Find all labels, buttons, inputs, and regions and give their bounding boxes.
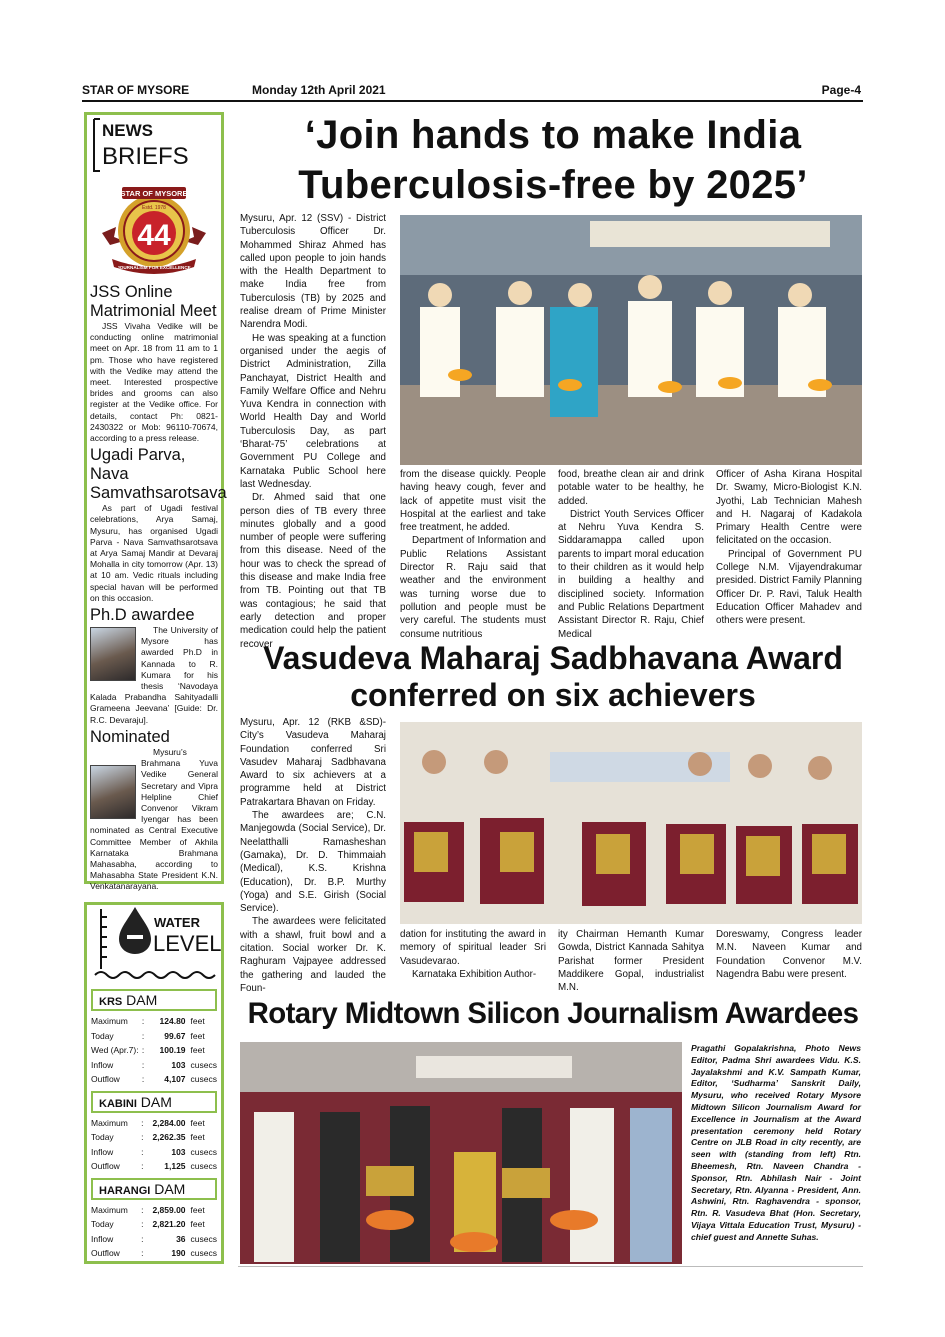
tb-story-column-2: from the disease quickly. People having heavy cough, fever and lack of appetite must visit the Hospital at the earliest and take free treatment, he added. Department of Information and Public Relations Assistant Director R. Raju said that weather and the environment was turning worse due to pollution and people must be very careful. The students must consume nutritious (400, 469, 546, 640)
rotary-photo-caption: Pragathi Gopalakrishna, Photo News Editor, Padma Shri awardees Vidu. K.S. Jayalakshmi and K.V. Sampath Kumar, Editor, ‘Sudharma’ Sanskrit Daily, Mysuru, who received Rotary Mysore Midtown Silicon Journalism Award for Excellence in Journalism at the Award presentation ceremony held Rotary Centre on JLB Road in city recently, are seen with (standing from left) Rtn. Bheemesh, Rtn. Naveen Chandra - Sponsor, Rtn. Abhilash Nair - Joint Secretary, Rtn. Alyanna - President, Ann. Ashwini, Rtn. Raghavendra - sponsor, Rtn. R. Vasudeva Bhat (Hon. Secretary, Vijaya Vittala Education Trust, Mysuru) - chief guest and Annette Suhas. (691, 1043, 861, 1242)
dam-heading: KABINI DAM (91, 1091, 217, 1113)
award-story-column-3: ity Chairman Hemanth Kumar Gowda, District Kannada Sahitya Parishat former President Maddikere Gopal, industrialist M.N. (558, 929, 704, 994)
award-story-column-2: dation for instituting the award in memory of spiritual leader Sri Vasudevarao. Karnataka Exhibition Author- (400, 929, 546, 980)
table-row: Inflow : 36 cusecs (91, 1233, 217, 1244)
table-row: Outflow : 4,107 cusecs (91, 1074, 217, 1085)
table-row: Outflow : 190 cusecs (91, 1248, 217, 1259)
r-kumara-photo (90, 627, 136, 681)
tb-headline: ‘Join hands to make India Tuberculosis-free by 2025’ (298, 113, 808, 207)
star-of-mysore-44-logo (94, 183, 214, 279)
table-row: Today : 99.67 feet (91, 1030, 205, 1041)
table-row: Outflow : 1,125 cusecs (91, 1161, 217, 1172)
logo-number: 44 (137, 219, 171, 252)
brief-headline: Ph.D awardee (90, 606, 195, 625)
dam-heading: HARANGI DAM (91, 1178, 217, 1200)
brief-ugadi (90, 446, 227, 604)
rotary-awardees-photo (240, 1042, 682, 1264)
table-row: Today : 2,821.20 feet (91, 1219, 205, 1230)
water-word: WATER (154, 915, 200, 930)
brief-body: As part of Ugadi festival celebrations, Arya Samaj, Mysuru, has organised Ugadi Parva - Nava Samvathsarotsava at Arya Samaj Mandir at Devaraj Mohalla in city tomorrow (Apr. 13) at 10 am. Vedic rituals including special havan will be performed on this occasion. (90, 503, 218, 603)
table-row: Maximum : 124.80 feet (91, 1016, 205, 1027)
brief-body: The University of Mysore has awarded Ph.D in Kannada to R. Kumara for his thesis ‘Navodaya Kalada Prabandha Sahityadalli Grameena Jeevana’ [Guide: Dr. R.C. Devaraju]. (90, 625, 218, 725)
brief-matrimonial (90, 283, 218, 444)
harangi-dam (91, 1178, 217, 1261)
brief-nominated (90, 728, 218, 893)
brief-headline: Ugadi Parva, Nava Samvathsarotsava (90, 446, 227, 503)
brief-body: Mysuru’s Brahmana Yuva Vedike General Secretary and Vipra Helpline Chief Convenor Vikram Iyengar has been nominated as Central Executive Committee Member of Akhila Karnataka Brahmana Mahasabha, according to Mahasabha State President K.N. Venkatanarayana. (90, 746, 218, 892)
table-row: Inflow : 103 cusecs (91, 1059, 217, 1070)
brief-phd (90, 606, 218, 726)
tb-story-column-3: food, breathe clean air and drink potable water to be healthy, he added. District Youth Services Officer at Nehru Yuva Kendra S. Siddaramappa called upon parents to impart moral education to their children as it would help in building a healthy and disciplined society. Information and Public Relations Department Assistant Director R. Raju, Chief Medical (558, 469, 704, 640)
paper-name: STAR OF MYSORE (82, 83, 190, 97)
award-event-photo (400, 722, 862, 924)
brief-headline: Nominated (90, 727, 170, 746)
tb-story-column-1: Mysuru, Apr. 12 (SSV) - District Tuberculosis Officer Dr. Mohammed Shiraz Ahmed has called upon people to join hands with the Health Department to make India free from Tuberculosis (TB) by 2025 and realise dream of Prime Minister Narendra Modi. He was speaking at a function organised under the aegis of District Administration, Zilla Panchayat, District Health and Family Welfare Office and Nehru Yuva Kendra in connection with World Health Day and World Tuberculosis Day, as part ‘Bharat-75’ celebrations at Government PU College and Karnataka Public School here last Wednesday. Dr. Ahmed said that one person dies of TB every three minutes globally and a good number of people were suffering from this disease. Need of the hour was to check the spread of this disease and make India free from TB. Pointing out that TB was contagious; he said that early detection and proper medication could help the patient recover (240, 213, 386, 650)
dam-levels-table (91, 1203, 217, 1261)
vikram-iyengar-photo (90, 765, 136, 819)
award-story-column-1: Mysuru, Apr. 12 (RKB &SD)- City’s Vasudeva Maharaj Foundation conferred Sri Vasudev Maharaj Sadbhavana Award to six achievers at a programme held at District Patrakartara Bhavan on Friday. The awardees are; C.N. Manjegowda (Social Service), Dr. Neelatthalli Ramasheshan (Gamaka), Dr. D. Thimmaiah (Medical), K.S. Krishna (Education), Dr. B.P. Murthy (Yoga) and S.E. Girish (Social Service). The awardees were felicitated with a shawl, fruit bowl and a citation. Social worker Dr. K. Raghuram Vajpayee addressed the gathering and lauded the Foun- (240, 717, 386, 994)
brief-headline: JSS Online Matrimonial Meet (90, 283, 217, 320)
table-row: Maximum : 2,859.00 feet (91, 1204, 205, 1215)
page-number: Page-4 (821, 83, 861, 97)
briefs-label: BRIEFS (102, 143, 189, 170)
kabini-dam (91, 1091, 217, 1174)
logo-ribbon-text: JOURNALISM FOR EXCELLENCE (117, 265, 191, 270)
table-row: Maximum : 2,284.00 feet (91, 1117, 205, 1128)
krs-dam (91, 989, 217, 1087)
table-row: Today : 2,262.35 feet (91, 1132, 205, 1143)
brief-body: JSS Vivaha Vedike will be conducting online matrimonial meet on Apr. 18 from 11 am to 1 pm. Those who have registered with the Vedike may attend the meet. Interested prospective brides and grooms can also register at the Vedike office. For details, contact Ph: 0821-2430322 or Mob: 96110-70674, according to a press release. (90, 321, 218, 444)
logo-top-text: STAR OF MYSORE (120, 189, 188, 198)
news-briefs-sidebar (84, 112, 227, 892)
news-briefs-header (90, 115, 218, 175)
award-story-column-4: Doreswamy, Congress leader M.N. Naveen Kumar and Foundation Convenor M.V. Nagendra Babu were present. (716, 929, 862, 980)
rotary-headline: Rotary Midtown Silicon Journalism Awardees (247, 997, 859, 1030)
dam-heading: KRS DAM (91, 989, 217, 1011)
sadbhavana-headline: Vasudeva Maharaj Sadbhavana Award conferred on six achievers (263, 640, 843, 713)
level-word: LEVEL (153, 931, 222, 956)
news-label: NEWS (102, 121, 153, 140)
table-row: Wed (Apr.7): : 100.19 feet (91, 1045, 205, 1056)
water-level-header (91, 905, 222, 985)
tb-story-column-4: Officer of Asha Kirana Hospital Dr. Swamy, Micro-Biologist K.N. Jyothi, Lab Technician Mahesh and H. Nagaraj of Kadakola Primary Health Centre were felicitated on the occasion. Principal of Government PU College N.M. Vijayendrakumar presided. District Family Planning Officer Dr. P. Ravi, Taluk Health Education Officer Mahadev and others were present. (716, 469, 862, 627)
logo-est-text: Estd. 1978 (142, 205, 166, 211)
bottom-rule (238, 1266, 863, 1267)
dam-levels-table (91, 1014, 217, 1087)
water-level-box (84, 902, 224, 1264)
tb-event-photo (400, 215, 862, 465)
table-row: Inflow : 103 cusecs (91, 1146, 217, 1157)
dam-levels-table (91, 1116, 217, 1174)
issue-date: Monday 12th April 2021 (252, 83, 386, 97)
masthead (82, 80, 863, 102)
